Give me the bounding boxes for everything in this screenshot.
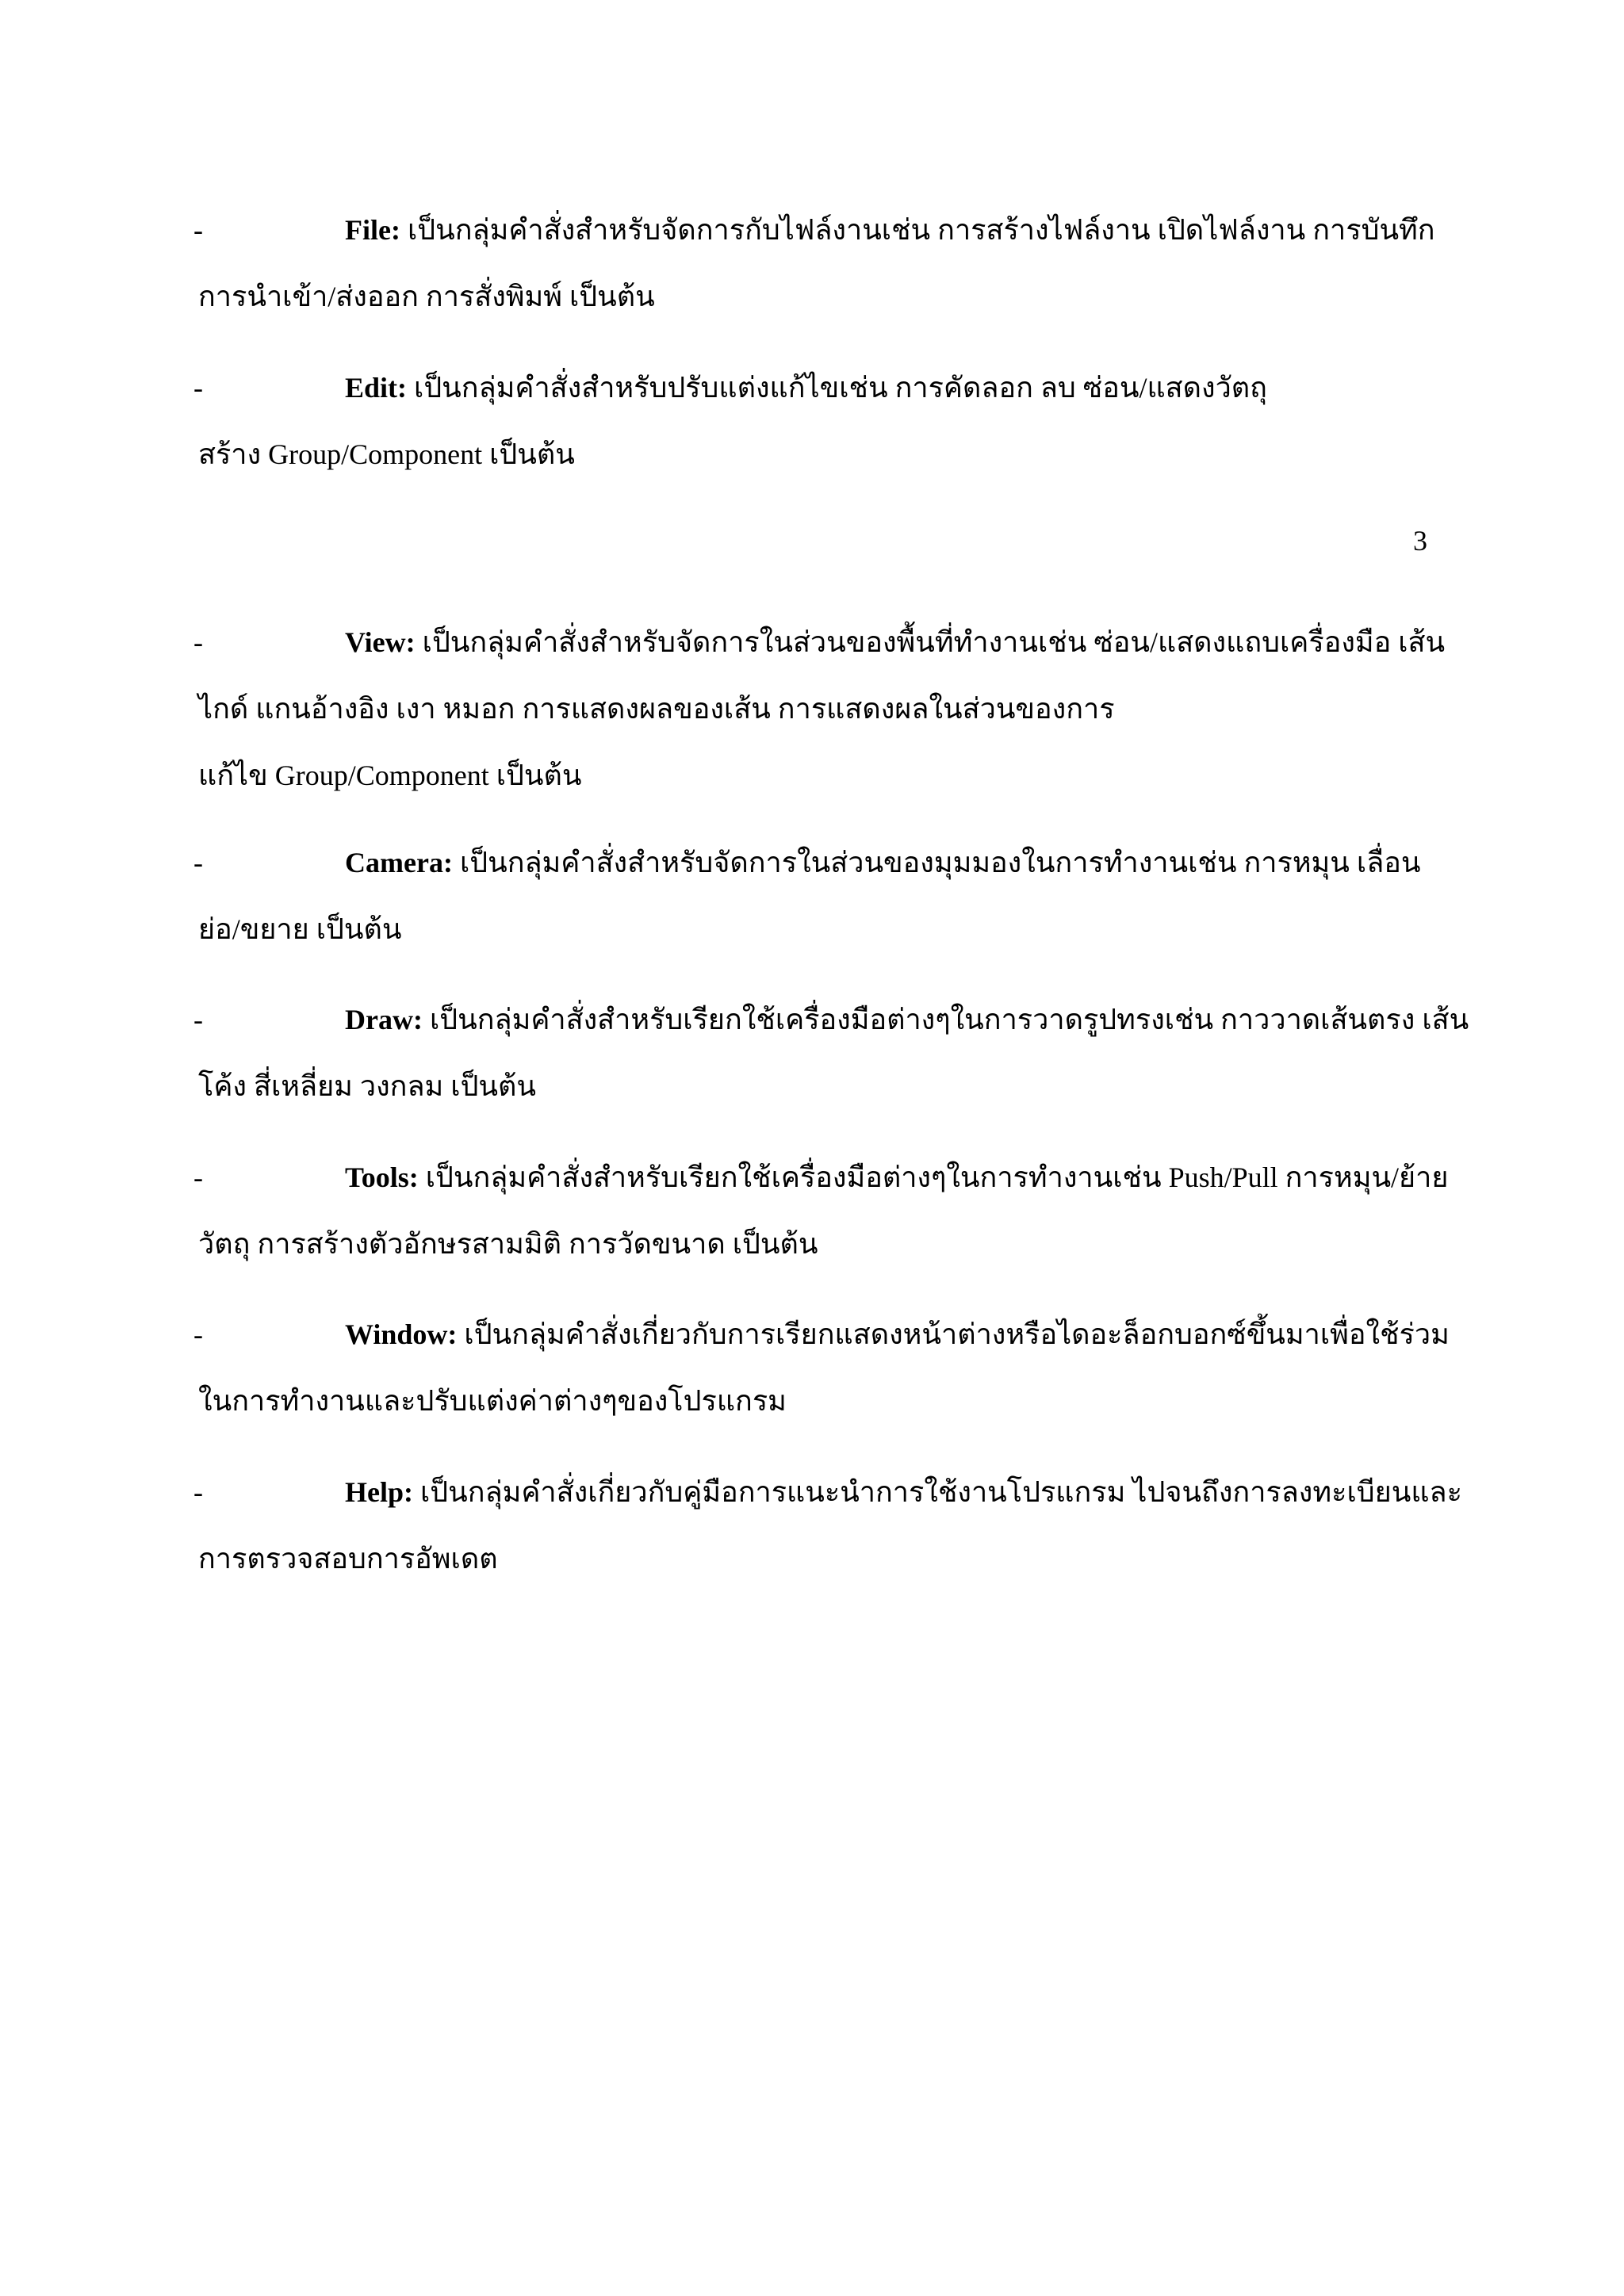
- description-line: ในการทำงานและปรับแต่งค่าต่างๆของโปรแกรม: [198, 1385, 787, 1417]
- menu-description-file: [193, 197, 1435, 330]
- menu-label-window: Window:: [345, 1318, 458, 1350]
- description-text: เป็นกลุ่มคำสั่งสำหรับจัดการในส่วนของพื้นที่ทำงานเช่น ซ่อน/แสดงแถบเครื่องมือ เส้น: [415, 626, 1446, 658]
- menu-description-window: [193, 1301, 1450, 1434]
- description-text: เป็นกลุ่มคำสั่งสำหรับเรียกใช้เครื่องมือต่างๆในการวาดรูปทรงเช่น กาววาดเส้นตรง เส้น: [422, 1004, 1469, 1035]
- bullet-dash: -: [193, 1476, 203, 1508]
- description-line: [198, 1144, 1449, 1211]
- description-line: โค้ง สี่เหลี่ยม วงกลม เป็นต้น: [198, 1070, 537, 1102]
- menu-label-view: View:: [345, 626, 416, 658]
- description-line: [198, 609, 1446, 675]
- menu-label-edit: Edit:: [345, 372, 408, 404]
- description-line: ย่อ/ขยาย เป็นต้น: [198, 913, 402, 945]
- description-line: แก้ไข Group/Component เป็นต้น: [198, 760, 582, 791]
- menu-description-edit: [193, 354, 1435, 488]
- description-text: เป็นกลุ่มคำสั่งเกี่ยวกับคู่มือการแนะนำการใช้งานโปรแกรม ไปจนถึงการลงทะเบียนและ: [413, 1476, 1462, 1508]
- description-text: เป็นกลุ่มคำสั่งสำหรับปรับแต่งแก้ไขเช่น การคัดลอก ลบ ซ่อน/แสดงวัตถุ: [407, 372, 1267, 404]
- bullet-dash: -: [193, 372, 203, 404]
- menu-description-tools: [193, 1144, 1449, 1277]
- menu-label-camera: Camera:: [345, 847, 453, 878]
- description-line: การตรวจสอบการอัพเดต: [198, 1543, 498, 1575]
- menu-description-draw: [193, 986, 1469, 1119]
- description-text: เป็นกลุ่มคำสั่งสำหรับเรียกใช้เครื่องมือต่างๆในการทำงานเช่น Push/Pull การหมุน/ย้าย: [418, 1161, 1449, 1193]
- menu-description-help: [193, 1459, 1462, 1592]
- menu-label-tools: Tools:: [345, 1161, 419, 1193]
- page-number: 3: [1413, 525, 1427, 557]
- description-line: วัตถุ การสร้างตัวอักษรสามมิติ การวัดขนาด เป็นต้น: [198, 1228, 818, 1260]
- bullet-dash: -: [193, 1318, 203, 1350]
- description-line: [198, 829, 1435, 896]
- description-line: [198, 986, 1469, 1053]
- bullet-dash: -: [193, 1161, 203, 1193]
- menu-label-file: File:: [345, 214, 400, 246]
- description-text: เป็นกลุ่มคำสั่งสำหรับจัดการในส่วนของมุมมองในการทำงานเช่น การหมุน เลื่อน: [452, 847, 1421, 878]
- menu-description-view: [193, 609, 1446, 809]
- description-line: [198, 354, 1435, 421]
- bullet-dash: -: [193, 1004, 203, 1035]
- description-line: [198, 1301, 1450, 1368]
- menu-label-help: Help:: [345, 1476, 413, 1508]
- bullet-dash: -: [193, 847, 203, 878]
- description-line: [198, 197, 1435, 263]
- menu-description-camera: [193, 829, 1435, 962]
- menu-label-draw: Draw:: [345, 1004, 423, 1035]
- description-line: สร้าง Group/Component เป็นต้น: [198, 438, 575, 470]
- description-line: การนำเข้า/ส่งออก การสั่งพิมพ์ เป็นต้น: [198, 281, 655, 312]
- description-line: ไกด์ แกนอ้างอิง เงา หมอก การแสดงผลของเส้น การแสดงผลในส่วนของการ: [198, 693, 1115, 725]
- description-text: เป็นกลุ่มคำสั่งเกี่ยวกับการเรียกแสดงหน้าต่างหรือไดอะล็อกบอกซ์ขึ้นมาเพื่อใช้ร่วม: [457, 1318, 1450, 1350]
- bullet-dash: -: [193, 214, 203, 246]
- bullet-dash: -: [193, 626, 203, 658]
- description-text: เป็นกลุ่มคำสั่งสำหรับจัดการกับไฟล์งานเช่น การสร้างไฟล์งาน เปิดไฟล์งาน การบันทึก: [400, 214, 1435, 246]
- description-line: [198, 1459, 1462, 1525]
